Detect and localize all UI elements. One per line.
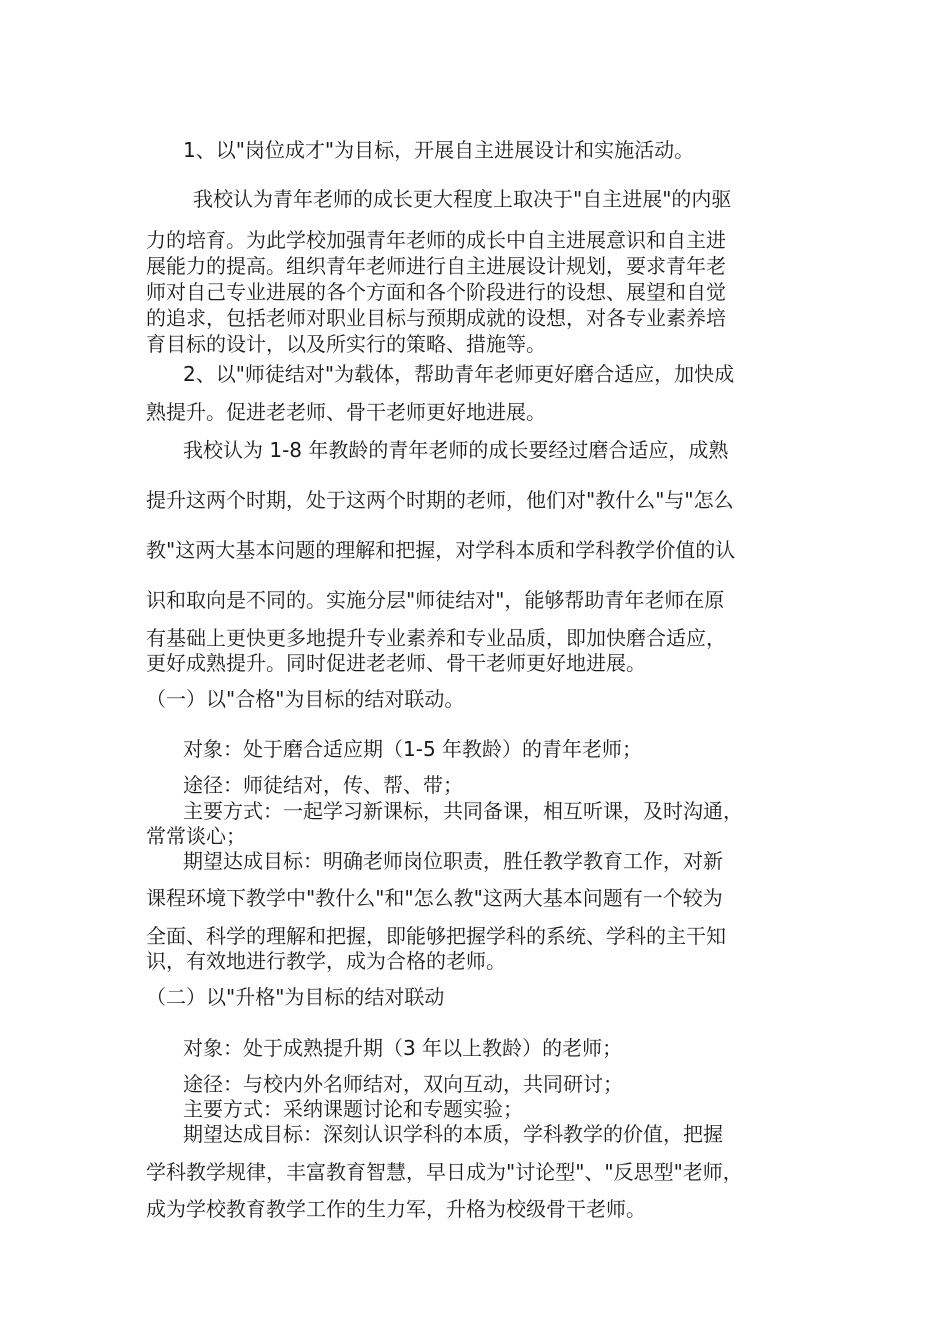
item-line: 成为学校教育教学工作的生力军，升格为校级骨干老师。 bbox=[146, 1197, 646, 1221]
paragraph-line: 展能力的提高。组织青年老师进行自主进展设计规划，要求青年老 bbox=[146, 254, 726, 278]
paragraph-line: 识和取向是不同的。实施分层"师徒结对"，能够帮助青年老师在原 bbox=[146, 588, 725, 612]
paragraph-line: 更好成熟提升。同时促进老老师、骨干老师更好地进展。 bbox=[146, 651, 646, 675]
paragraph-line: 育目标的设计，以及所实行的策略、措施等。 bbox=[146, 332, 546, 356]
paragraph-line: 提升这两个时期，处于这两个时期的老师，他们对"教什么"与"怎么 bbox=[146, 488, 734, 512]
item-line: 途径：与校内外名师结对，双向互动，共同研讨； bbox=[183, 1072, 623, 1096]
paragraph-line: 我校认为青年老师的成长更大程度上取决于"自主进展"的内驱 bbox=[193, 187, 732, 211]
item-line: 对象：处于磨合适应期（1-5 年教龄）的青年老师； bbox=[183, 737, 643, 761]
paragraph-line: 师对自己专业进展的各个方面和各个阶段进行的设想、展望和自觉 bbox=[146, 280, 726, 304]
item-line: 主要方式：采纳课题讨论和专题实验； bbox=[183, 1097, 523, 1121]
paragraph-line: 我校认为 1-8 年教龄的青年老师的成长要经过磨合适应，成熟 bbox=[183, 438, 729, 462]
heading-1: 1、以"岗位成才"为目标，开展自主进展设计和实施活动。 bbox=[183, 138, 695, 162]
item-line: 期望达成目标：深刻认识学科的本质，学科教学的价值，把握 bbox=[183, 1122, 723, 1146]
item-line: 主要方式：一起学习新课标，共同备课，相互听课，及时沟通， bbox=[183, 799, 743, 823]
item-line: 学科教学规律，丰富教育智慧，早日成为"讨论型"、"反思型"老师， bbox=[146, 1160, 743, 1184]
section-heading-2: （二）以"升格"为目标的结对联动 bbox=[146, 985, 445, 1009]
heading-2: 2、以"师徒结对"为载体，帮助青年老师更好磨合适应，加快成 bbox=[183, 362, 735, 386]
paragraph-line: 熟提升。促进老老师、骨干老师更好地进展。 bbox=[146, 400, 546, 424]
item-line: 常常谈心； bbox=[146, 824, 246, 848]
item-line: 途径：师徒结对，传、帮、带； bbox=[183, 773, 463, 797]
item-line: 识，有效地进行教学，成为合格的老师。 bbox=[146, 949, 506, 973]
item-line: 全面、科学的理解和把握，即能够把握学科的系统、学科的主干知 bbox=[146, 924, 726, 948]
paragraph-line: 有基础上更快更多地提升专业素养和专业品质，即加快磨合适应， bbox=[146, 626, 726, 650]
paragraph-line: 力的培育。为此学校加强青年老师的成长中自主进展意识和自主进 bbox=[146, 228, 726, 252]
paragraph-line: 教"这两大基本问题的理解和把握，对学科本质和学科教学价值的认 bbox=[146, 538, 736, 562]
item-line: 期望达成目标：明确老师岗位职责，胜任教学教育工作，对新 bbox=[183, 849, 723, 873]
item-line: 对象：处于成熟提升期（3 年以上教龄）的老师； bbox=[183, 1036, 623, 1060]
section-heading-1: （一）以"合格"为目标的结对联动。 bbox=[146, 687, 465, 711]
paragraph-line: 的追求，包括老师对职业目标与预期成就的设想，对各专业素养培 bbox=[146, 306, 726, 330]
item-line: 课程环境下教学中"教什么"和"怎么教"这两大基本问题有一个较为 bbox=[146, 886, 723, 910]
